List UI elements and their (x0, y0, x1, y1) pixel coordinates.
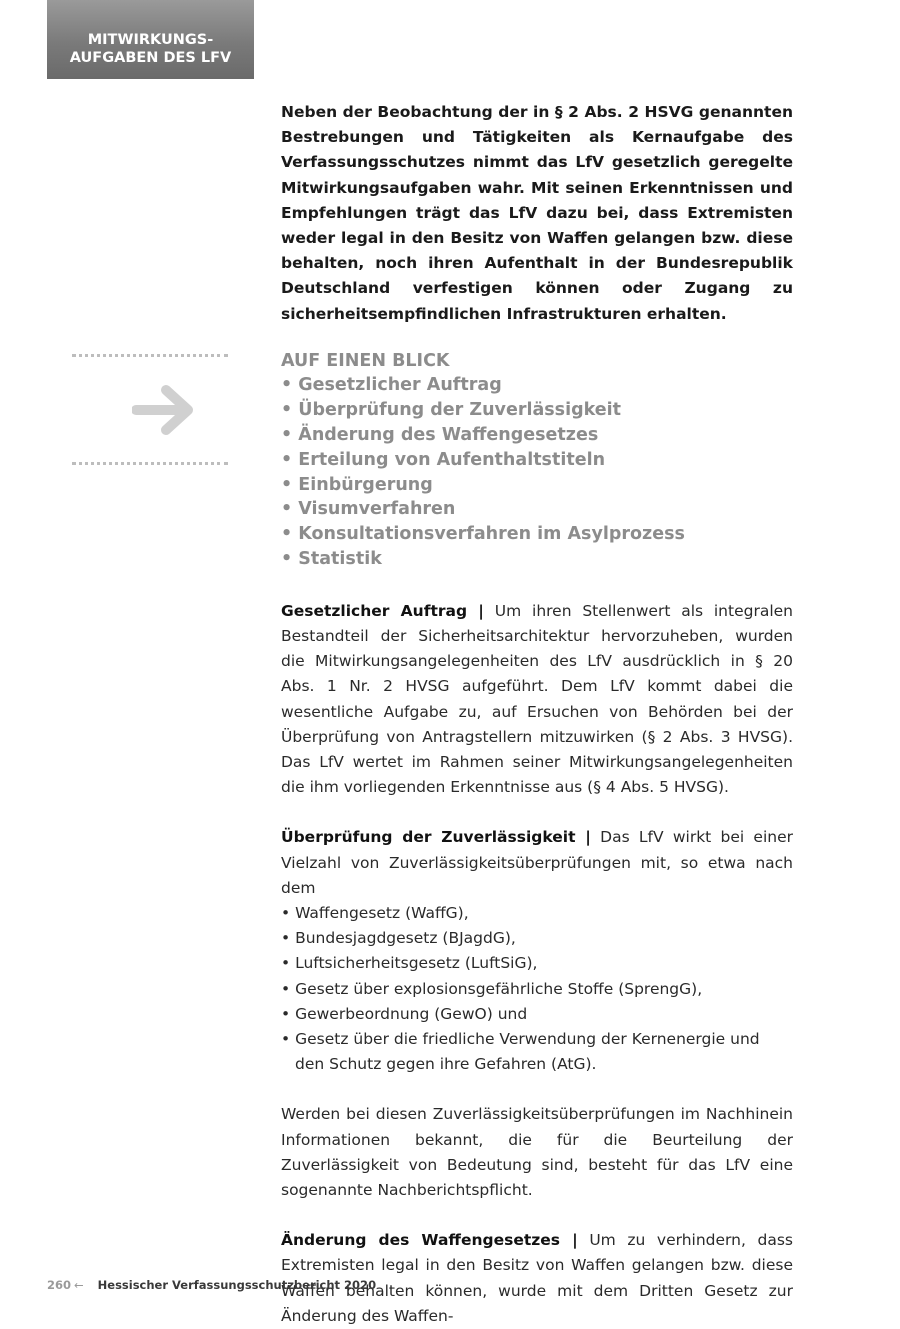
section-zuverlaessigkeit (281, 825, 793, 901)
at-a-glance-list (281, 373, 793, 571)
glance-item: • Erteilung von Aufenthaltstiteln (281, 448, 793, 473)
back-arrow-icon: ← (74, 1278, 84, 1292)
dotted-divider-top (72, 354, 228, 357)
glance-item: • Änderung des Waffengesetzes (281, 423, 793, 448)
dotted-divider-bottom (72, 462, 228, 465)
section-heading: Änderung des Waffengesetzes | (281, 1231, 578, 1250)
glance-item: • Visumverfahren (281, 497, 793, 522)
list-item: • Gewerbeordnung (GewO) und (281, 1002, 793, 1027)
section-header-line1: MITWIRKUNGS- (87, 32, 214, 48)
nachberichtspflicht-paragraph: Werden bei diesen Zuverlässigkeitsüberprüfungen im Nachhinein Informationen bekannt, die für die Beurteilung der Zuverlässigkeit von Bedeutung sind, besteht für das LfV eine sogenannte Nachberichtspflicht. (281, 1105, 793, 1199)
at-a-glance-title: AUF EINEN BLICK (281, 350, 450, 371)
intro-paragraph: Neben der Beobachtung der in § 2 Abs. 2 HSVG genannten Bestrebungen und Tätigkeiten als Kernaufgabe des Verfassungsschutzes nimmt das LfV gesetzlich geregelte Mitwirkungsaufgaben wahr. Mit seinen Erkenntnissen und Empfehlungen trägt das LfV dazu bei, dass Extremisten weder legal in den Besitz von Waffen gelangen bzw. diese behalten, noch ihren Aufenthalt in der Bundesrepublik Deutschland verfestigen können oder Zugang zu sicherheitsempfindlichen Infrastrukturen erhalten. (281, 103, 793, 323)
section-heading: Gesetzlicher Auftrag | (281, 601, 484, 620)
law-list (281, 901, 793, 1077)
glance-item: • Einbürgerung (281, 473, 793, 498)
section-header-tab (47, 0, 254, 79)
right-arrow-icon (132, 384, 196, 436)
section-gesetzlicher-auftrag (281, 599, 793, 801)
list-item: • Waffengesetz (WaffG), (281, 901, 793, 926)
section-text: Um zu verhindern, dass Extremisten legal in den Besitz von Waffen gelangen bzw. diese Waffen behalten können, wurde mit dem Dritten Gesetz zur Änderung des Waffen- (281, 1231, 793, 1325)
section-heading: Überprüfung der Zuverlässigkeit | (281, 828, 591, 847)
list-item: • Gesetz über explosionsgefährliche Stoffe (SprengG), (281, 977, 793, 1002)
page-number: 260 (47, 1278, 72, 1292)
glance-item: • Gesetzlicher Auftrag (281, 373, 793, 398)
sidebar-decoration (72, 352, 228, 467)
list-item: • Gesetz über die friedliche Verwendung der Kernenergie und den Schutz gegen ihre Gefahren (AtG). (281, 1027, 793, 1077)
section-text: Um ihren Stellenwert als integralen Bestandteil der Sicherheitsarchitektur hervorzuheben, wurden die Mitwirkungsangelegenheiten des LfV ausdrücklich in § 20 Abs. 1 Nr. 2 HVSG aufgeführt. Dem LfV kommt dabei die wesentliche Aufgabe zu, auf Ersuchen von Behörden bei der Überprüfung von Antragstellern mitzuwirken (§ 2 Abs. 3 HVSG). Das LfV wertet im Rahmen seiner Mitwirkungsangelegenheiten die ihm vorliegenden Erkenntnisse aus (§ 4 Abs. 5 HVSG). (281, 601, 793, 797)
section-text: Das LfV wirkt bei einer Vielzahl von Zuverlässigkeitsüberprüfungen mit, so etwa nach dem (281, 828, 793, 897)
list-item: • Luftsicherheitsgesetz (LuftSiG), (281, 951, 793, 976)
section-header-line2: AUFGABEN DES LFV (69, 50, 232, 66)
at-a-glance-box (281, 349, 793, 572)
glance-item: • Statistik (281, 547, 793, 572)
report-title: Hessischer Verfassungsschutzbericht 2020 (97, 1278, 377, 1292)
page-footer (47, 1278, 376, 1292)
glance-item: • Überprüfung der Zuverlässigkeit (281, 398, 793, 423)
main-content (281, 100, 793, 1329)
glance-item: • Konsultationsverfahren im Asylprozess (281, 522, 793, 547)
list-item: • Bundesjagdgesetz (BJagdG), (281, 926, 793, 951)
